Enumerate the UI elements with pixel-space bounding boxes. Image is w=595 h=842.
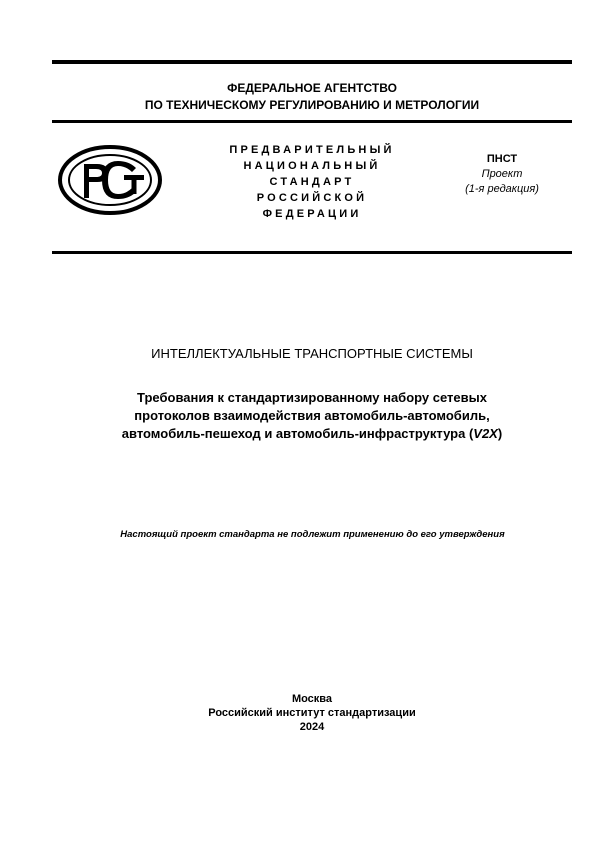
imprint-city: Москва xyxy=(291,693,333,705)
bottom-rule xyxy=(52,251,572,254)
standard-type-line-3: СТАНДАРТ xyxy=(269,176,355,188)
document-subtitle xyxy=(52,389,572,443)
subtitle-line-3-prefix: автомобиль-пешеход и автомобиль-инфраструктура ( xyxy=(121,426,474,441)
standard-type-line-4: РОССИЙСКОЙ xyxy=(256,192,368,204)
gost-r-emblem-svg xyxy=(56,142,164,218)
subtitle-line-3-suffix: ) xyxy=(497,426,503,441)
top-rule xyxy=(52,60,572,64)
middle-rule xyxy=(52,120,572,123)
document-status: Проект xyxy=(481,168,523,180)
subtitle-abbreviation: V2X xyxy=(473,426,498,441)
imprint-block xyxy=(52,692,572,734)
subtitle-line-1: Требования к стандартизированному набору сетевых xyxy=(137,390,487,405)
standard-code: ПНСТ xyxy=(486,153,518,165)
standard-type-block xyxy=(192,142,432,222)
standard-type-line-2: НАЦИОНАЛЬНЫЙ xyxy=(243,160,381,172)
agency-header xyxy=(52,80,572,114)
standard-type-line-5: ФЕДЕРАЦИИ xyxy=(262,208,362,220)
standard-type-line-1: ПРЕДВАРИТЕЛЬНЫЙ xyxy=(229,144,395,156)
gost-r-emblem-icon xyxy=(56,142,164,218)
agency-line-2: ПО ТЕХНИЧЕСКОМУ РЕГУЛИРОВАНИЮ И МЕТРОЛОГИИ xyxy=(144,98,480,112)
designation-block xyxy=(432,152,572,197)
document-edition: (1-я редакция) xyxy=(465,183,539,195)
imprint-publisher: Российский институт стандартизации xyxy=(208,707,416,719)
subtitle-line-2: протоколов взаимодействия автомобиль-автомобиль, xyxy=(134,408,490,423)
imprint-year: 2024 xyxy=(299,721,325,733)
document-title: ИНТЕЛЛЕКТУАЛЬНЫЕ ТРАНСПОРТНЫЕ СИСТЕМЫ xyxy=(151,346,473,361)
draft-notice: Настоящий проект стандарта не подлежит применению до его утверждения xyxy=(120,529,505,540)
subtitle-line-3 xyxy=(52,425,572,443)
agency-line-1: ФЕДЕРАЛЬНОЕ АГЕНТСТВО xyxy=(227,81,397,95)
